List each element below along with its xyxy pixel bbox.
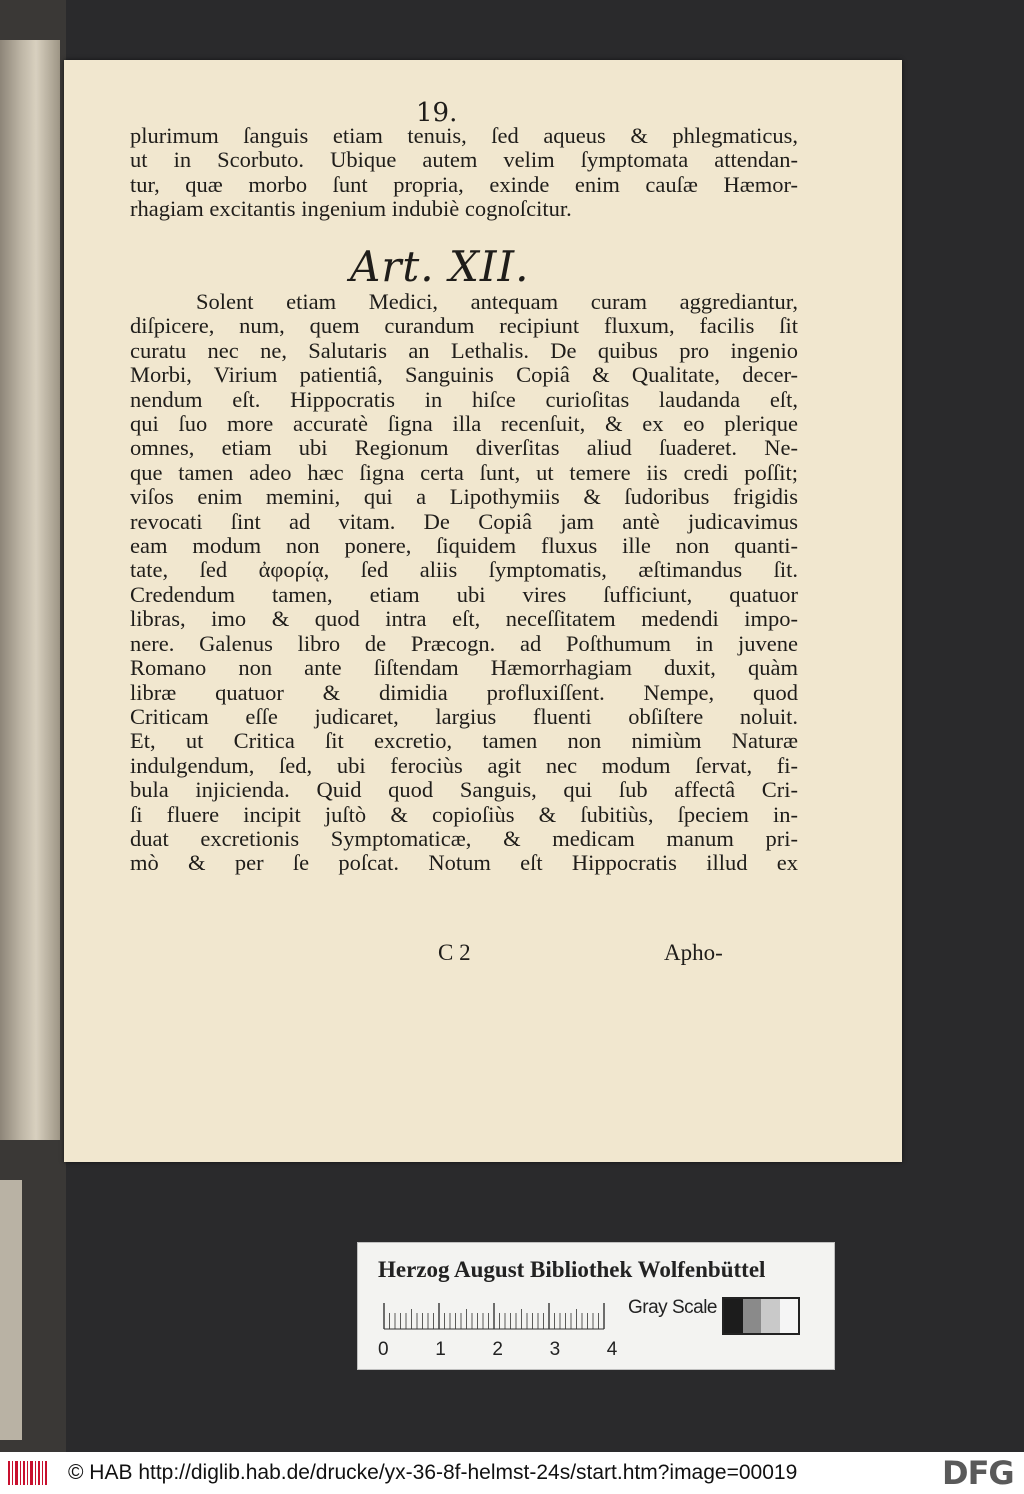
text-line: rhagiam excitantis ingenium indubiè cognoſcitur. [130,197,572,222]
main-paragraph [130,290,798,876]
ruler-number: 4 [606,1339,618,1360]
text-line: duat excretionis Symptomaticæ, & medicam manum pri- [130,826,798,851]
text-line: ſi fluere incipit juſtò & copioſiùs & ſubitiùs, ſpeciem in- [130,802,798,827]
text-line: mò & per ſe poſcat. Notum eſt Hippocratis illud ex [130,851,798,876]
text-line: viſos enim memini, qui a Lipothymiis & ſudoribus frigidis [130,485,798,510]
book-page [64,60,902,1162]
text-line: Et, ut Critica ſit excretio, tamen non nimiùm Naturæ [130,729,798,754]
ruler-scale [380,1299,610,1339]
text-line: plurimum ſanguis etiam tenuis, ſed aqueus & phlegmaticus, [130,124,798,148]
catchword: Apho- [664,940,723,965]
signature-mark: C 2 [438,940,471,965]
text-line: eam modum non ponere, ſiquidem fluxus ille non quanti- [130,534,798,559]
text-line: tur, quæ morbo ſunt propria, exinde enim cauſæ Hæmor- [130,172,798,197]
top-paragraph [130,124,798,222]
gray-scale-label: Gray Scale [628,1297,717,1318]
ruler-number: 2 [492,1339,503,1360]
source-url[interactable]: © HAB http://diglib.hab.de/drucke/yx-36-8f-helmst-24s/start.htm?image=00019 [68,1461,798,1484]
text-line: curatu nec ne, Salutaris an Lethalis. De quibus pro ingenio [130,338,798,363]
ruler-number: 1 [435,1339,446,1360]
text-line: omnes, etiam ubi Regionum diverſitas aliud ſuaderet. Ne- [130,436,798,461]
text-line: qui ſuo more accuratè ſigna illa recenſuit, & ex eo plerique [130,412,798,437]
text-line: indulgendum, ſed, ubi ferociùs agit nec modum ſervat, fi- [130,753,798,778]
text-line: bula injicienda. Quid quod Sanguis, qui ſub affectâ Cri- [130,778,798,803]
text-line: Credendum tamen, etiam ubi vires ſufficiunt, quatuor [130,582,798,607]
library-scale-card [357,1242,835,1370]
gray-swatch [761,1299,780,1333]
ruler-number: 0 [378,1339,389,1360]
dfg-logo: DFG [942,1454,1014,1492]
gray-swatch [724,1299,743,1333]
article-heading: Art. XII. [350,242,530,291]
gray-scale-swatch [722,1297,800,1335]
gray-swatch [780,1299,799,1333]
text-line: diſpicere, num, quem curandum recipiunt fluxum, facilis ſit [130,314,798,339]
page-number: 19. [416,98,458,128]
book-spine [0,0,66,1494]
ruler-number: 3 [549,1339,561,1360]
spine-edge-lower [0,1180,22,1440]
spine-edge [0,40,60,1140]
text-line: Morbi, Virium patientiâ, Sanguinis Copiâ & Qualitate, decer- [130,363,798,388]
text-line: Romano non ante ſiſtendam Hæmorrhagiam duxit, quàm [130,656,798,681]
text-line: nere. Galenus libro de Præcogn. ad Poſthumum in juvene [130,631,798,656]
text-line: tate, ſed ἀφορίᾳ, ſed aliis ſymptomatis, æſtimandus ſit. [130,558,798,583]
text-line: libræ quatuor & dimidia profluxiſſent. Nempe, quod [130,680,798,705]
text-line: Solent etiam Medici, antequam curam aggrediantur, [196,290,798,314]
text-line: que tamen adeo hæc ſigna certa ſunt, ut temere iis credi poſſit; [130,460,798,485]
barcode-icon [6,1458,48,1488]
gray-swatch [743,1299,762,1333]
text-line: Criticam eſſe judicaret, largius fluenti obſiſtere noluit. [130,704,798,729]
text-line: ut in Scorbuto. Ubique autem velim ſymptomata attendan- [130,148,798,173]
text-line: nendum eſt. Hippocratis in hiſce curioſitas laudanda eſt, [130,387,798,412]
library-title: Herzog August Bibliothek Wolfenbüttel [378,1257,766,1282]
footer-bar [0,1452,1024,1494]
text-line: revocati ſint ad vitam. De Copiâ jam antè judicavimus [130,509,798,534]
text-line: libras, imo & quod intra eſt, neceſſitatem medendi impo- [130,607,798,632]
